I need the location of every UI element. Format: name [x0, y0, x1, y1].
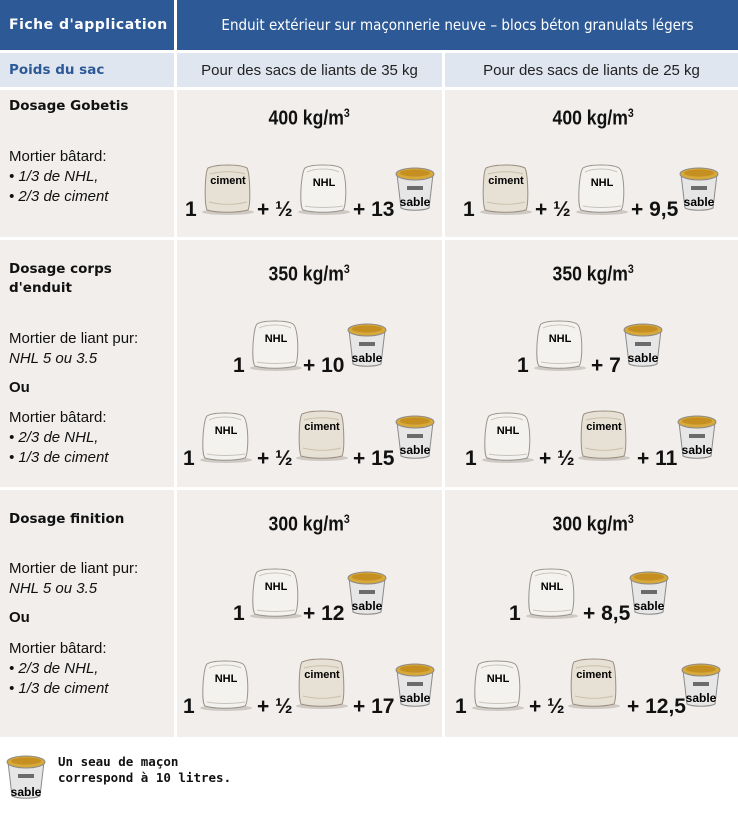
dosage-value: 300 $kg/m^3$	[552, 512, 634, 536]
svg-text:sable: sable	[351, 351, 383, 365]
svg-text:ciment: ciment	[586, 421, 622, 433]
qty-sable: + 17	[353, 695, 395, 718]
svg-text:NHL: NHL	[540, 581, 564, 593]
row-corps-35kg-cell	[177, 240, 442, 487]
svg-text:NHL: NHL	[214, 425, 238, 437]
qty-sable: + 8,5	[583, 602, 631, 625]
ciment-sack-icon	[477, 162, 535, 216]
nhl-sack-icon	[197, 658, 255, 712]
sand-bucket-icon	[621, 320, 665, 368]
qty-nhl: + ½	[257, 198, 293, 221]
sand-bucket-icon	[627, 568, 671, 616]
svg-text:NHL: NHL	[486, 673, 510, 685]
row-gobetis-label-cell	[0, 90, 174, 237]
row-text: NHL 5 ou 3.5	[9, 350, 98, 367]
nhl-sack-icon	[479, 410, 537, 464]
nhl-sack-icon	[247, 318, 305, 372]
legend-line: Un seau de maçon	[58, 754, 179, 769]
sand-bucket-icon	[4, 752, 48, 800]
svg-text:NHL: NHL	[590, 177, 614, 189]
sand-bucket-icon	[345, 568, 389, 616]
nhl-sack-icon	[469, 658, 527, 712]
row-text: • 1/3 de NHL,	[9, 168, 99, 185]
row-text: NHL 5 ou 3.5	[9, 580, 98, 597]
row-corps-25kg-cell	[445, 240, 738, 487]
qty-sable: + 9,5	[631, 198, 679, 221]
qty-nhl: 1	[233, 354, 245, 377]
qty-sable: + 12	[303, 602, 345, 625]
row-text: • 1/3 de ciment	[9, 449, 109, 466]
sand-bucket-icon	[393, 164, 437, 212]
row-text: Mortier bâtard:	[9, 409, 107, 426]
row-finition-25kg-cell	[445, 490, 738, 737]
row-text: • 2/3 de NHL,	[9, 660, 99, 677]
row-title: Dosage Gobetis	[9, 98, 129, 114]
nhl-sack-icon	[197, 410, 255, 464]
dosage-value: 400 $kg/m^3$	[268, 106, 350, 130]
row-title: Dosage finition	[9, 511, 125, 527]
col-35kg-header: Pour des sacs de liants de 35 kg	[177, 53, 442, 87]
qty-sable: + 11	[637, 447, 678, 470]
svg-text:sable: sable	[399, 691, 431, 705]
qty-sable: + 7	[591, 354, 621, 377]
dosage-value: 300 $kg/m^3$	[268, 512, 350, 536]
sand-bucket-icon	[677, 164, 721, 212]
row-finition-35kg-cell	[177, 490, 442, 737]
qty-nhl: 1	[233, 602, 245, 625]
svg-text:ciment: ciment	[304, 669, 340, 681]
row-text: Mortier de liant pur:	[9, 560, 139, 577]
row-text: • 2/3 de ciment	[9, 188, 109, 205]
svg-text:ciment: ciment	[210, 175, 246, 187]
row-text: • 1/3 de ciment	[9, 680, 109, 697]
nhl-sack-icon	[247, 566, 305, 620]
qty-sable: + 12,5	[627, 695, 686, 718]
row-corps-label-cell	[0, 240, 174, 487]
qty-nhl: 1	[517, 354, 529, 377]
or-label: Ou	[9, 609, 30, 626]
sand-bucket-icon	[679, 660, 723, 708]
dosage-value: 350 $kg/m^3$	[268, 262, 350, 286]
svg-text:NHL: NHL	[214, 673, 238, 685]
ciment-sack-icon	[293, 408, 351, 462]
sand-bucket-icon	[393, 412, 437, 460]
svg-text:sable: sable	[681, 443, 713, 457]
qty-ciment: + ½	[257, 695, 293, 718]
row-text: Mortier de liant pur:	[9, 330, 139, 347]
qty-ciment: 1	[463, 198, 475, 221]
row-text: • 2/3 de NHL,	[9, 429, 99, 446]
col-25kg-header: Pour des sacs de liants de 25 kg	[445, 53, 738, 87]
row-title: Dosage corps	[9, 261, 112, 277]
row-gobetis-25kg-cell	[445, 90, 738, 237]
nhl-sack-icon	[573, 162, 631, 216]
svg-text:sable: sable	[399, 195, 431, 209]
or-label: Ou	[9, 379, 30, 396]
svg-text:ciment: ciment	[488, 175, 524, 187]
svg-text:sable: sable	[627, 351, 659, 365]
svg-text:ciment: ciment	[304, 421, 340, 433]
sheet-title: Fiche d'application	[0, 0, 174, 50]
bucket-legend	[58, 754, 231, 786]
svg-text:sable: sable	[399, 443, 431, 457]
ciment-sack-icon	[293, 656, 351, 710]
qty-nhl: 1	[455, 695, 467, 718]
qty-ciment: + ½	[257, 447, 293, 470]
svg-text:sable: sable	[685, 691, 717, 705]
row-finition-label-cell	[0, 490, 174, 737]
nhl-sack-icon	[523, 566, 581, 620]
qty-ciment: + ½	[539, 447, 575, 470]
svg-text:NHL: NHL	[548, 333, 572, 345]
svg-text:sable: sable	[10, 785, 42, 799]
qty-nhl: 1	[465, 447, 477, 470]
ciment-sack-icon	[199, 162, 257, 216]
qty-nhl: 1	[183, 695, 195, 718]
qty-nhl: 1	[509, 602, 521, 625]
sand-bucket-icon	[675, 412, 719, 460]
ciment-sack-icon	[575, 408, 633, 462]
bag-weight-label: Poids du sac	[0, 53, 174, 87]
legend-line: correspond à 10 litres.	[58, 770, 232, 785]
sand-bucket-icon	[345, 320, 389, 368]
svg-text:NHL: NHL	[264, 333, 288, 345]
ciment-sack-icon	[565, 656, 623, 710]
sheet-subtitle: Enduit extérieur sur maçonnerie neuve – blocs béton granulats légers	[177, 0, 738, 50]
svg-text:NHL: NHL	[496, 425, 520, 437]
svg-text:sable: sable	[633, 599, 665, 613]
row-text: Mortier bâtard:	[9, 148, 107, 165]
svg-text:NHL: NHL	[264, 581, 288, 593]
qty-sable: + 10	[303, 354, 345, 377]
row-gobetis-35kg-cell	[177, 90, 442, 237]
qty-nhl: + ½	[535, 198, 571, 221]
row-title: d'enduit	[9, 280, 72, 296]
qty-nhl: 1	[183, 447, 195, 470]
dosage-value: 400 $kg/m^3$	[552, 106, 634, 130]
sand-bucket-icon	[393, 660, 437, 708]
qty-sable: + 15	[353, 447, 395, 470]
qty-ciment: 1	[185, 198, 197, 221]
svg-text:sable: sable	[351, 599, 383, 613]
dosage-value: 350 $kg/m^3$	[552, 262, 634, 286]
qty-ciment: + ½	[529, 695, 565, 718]
row-text: Mortier bâtard:	[9, 640, 107, 657]
svg-text:NHL: NHL	[312, 177, 336, 189]
svg-text:sable: sable	[683, 195, 715, 209]
qty-sable: + 13	[353, 198, 395, 221]
nhl-sack-icon	[531, 318, 589, 372]
svg-text:ciment: ciment	[576, 669, 612, 681]
nhl-sack-icon	[295, 162, 353, 216]
